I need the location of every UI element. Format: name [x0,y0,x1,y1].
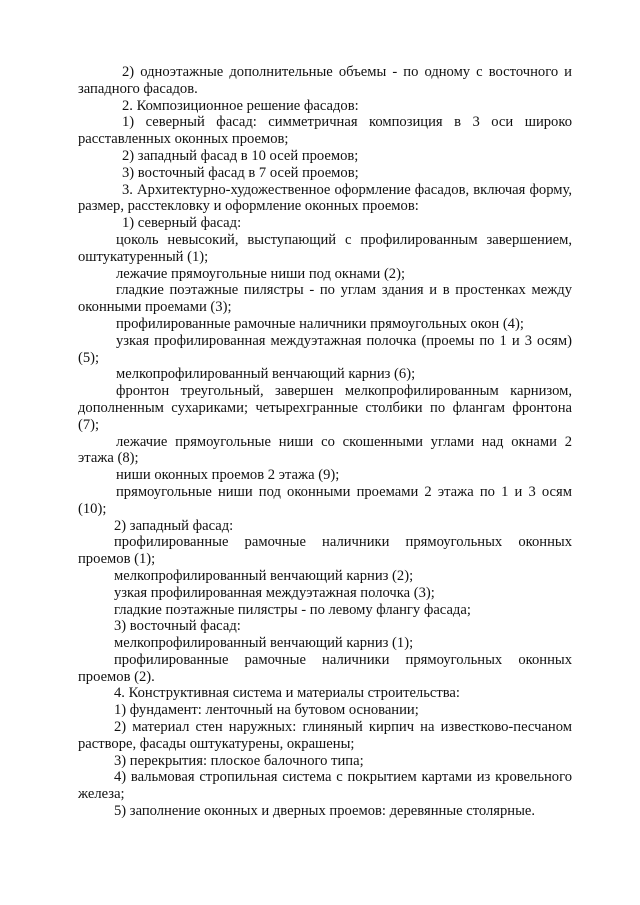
list-item: цоколь невысокий, выступающий с профилированным завершением, оштукатуренный (1); [78,231,572,265]
paragraph-east-composition: 3) восточный фасад в 7 осей проемов; [122,164,359,181]
heading-construction: 4. Конструктивная система и материалы строительства: [114,685,460,702]
list-item: 1) фундамент: ленточный на бутовом основании; [114,702,419,719]
list-item: мелкопрофилированный венчающий карниз (1); [114,635,414,652]
list-item: гладкие поэтажные пилястры - по левому флангу фасада; [114,601,471,618]
heading-composition: 2. Композиционное решение фасадов: [122,97,359,114]
list-item: 5) заполнение оконных и дверных проемов: деревянные столярные. [114,803,536,820]
list-item: профилированные рамочные наличники прямоугольных окон (4); [116,315,524,332]
paragraph-west-composition: 2) западный фасад в 10 осей проемов; [122,147,359,164]
list-item: ниши оконных проемов 2 этажа (9); [116,467,340,484]
list-item: 2) материал стен наружных: глиняный кирпич на известково-песчаном растворе, фасады оштукатурены, окрашены; [78,719,572,752]
list-item: лежачие прямоугольные ниши со скошенными углами над окнами 2 этажа (8); [78,433,572,467]
list-item: фронтон треугольный, завершен мелкопрофилированным карнизом, дополненным сухариками; четырехгранные столбики по флангам фронтона (7); [78,383,572,433]
subheading-east-facade: 3) восточный фасад: [114,618,241,635]
list-item: прямоугольные ниши под оконными проемами 2 этажа по 1 и 3 осям (10); [78,483,572,517]
document-page [78,64,572,820]
paragraph-north-composition: 1) северный фасад: симметричная композиция в 3 оси широко расставленных оконных проемов; [78,114,572,148]
subheading-north-facade: 1) северный фасад: [122,215,242,232]
list-item: 4) вальмовая стропильная система с покрытием картами из кровельного железа; [78,769,572,803]
list-item: профилированные рамочные наличники прямоугольных оконных проемов (2). [78,651,572,685]
list-item: лежачие прямоугольные ниши под окнами (2); [116,265,406,282]
list-item: узкая профилированная междуэтажная полочка (3); [114,584,435,601]
list-item: мелкопрофилированный венчающий карниз (6); [116,366,416,383]
list-item: мелкопрофилированный венчающий карниз (2); [114,567,414,584]
paragraph-volumes: 2) одноэтажные дополнительные объемы - по одному с восточного и западного фасадов. [78,64,572,97]
list-item: 3) перекрытия: плоское балочного типа; [114,752,364,769]
list-item: узкая профилированная междуэтажная полочка (проемы по 1 и 3 осям) (5); [78,332,572,366]
list-item: профилированные рамочные наличники прямоугольных оконных проемов (1); [78,534,572,568]
subheading-west-facade: 2) западный фасад: [114,517,234,534]
list-item: гладкие поэтажные пилястры - по углам здания и в простенках между оконными проемами (3); [78,282,572,316]
heading-decoration: 3. Архитектурно-художественное оформление фасадов, включая форму, размер, расстекловку и оформление оконных проемов: [78,181,572,215]
